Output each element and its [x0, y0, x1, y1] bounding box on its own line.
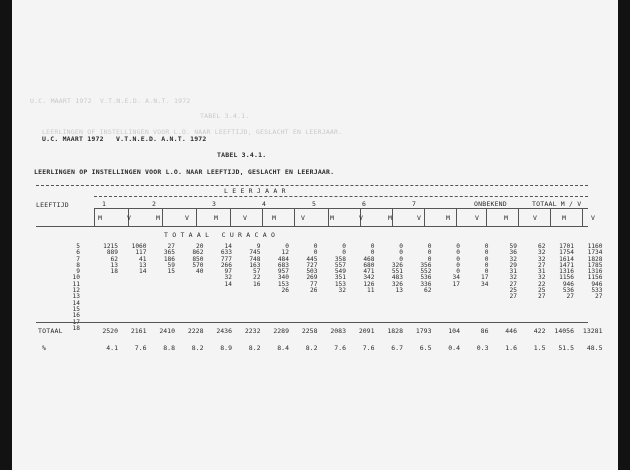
mv-header-1: M [98, 214, 102, 222]
year-col-5: 5 [312, 200, 317, 208]
rule-mv [36, 226, 588, 227]
scan-right-border [618, 0, 630, 470]
year-col-6: 6 [362, 200, 367, 208]
pct-cell-11: 6.7 [391, 344, 403, 352]
mv-header-15: M [504, 214, 508, 222]
pct-cell-9: 7.6 [334, 344, 346, 352]
mv-header-13: M [446, 214, 450, 222]
column-divider [582, 208, 583, 226]
mv-header-11: M [388, 214, 392, 222]
data-column-9: 0 0 358 557 549 351 153 32 [334, 243, 346, 295]
totaal-cell-10: 2091 [358, 327, 375, 335]
data-column-3: 27 365 186 59 15 [163, 243, 175, 276]
totaal-cell-5: 2436 [216, 327, 232, 335]
section-heading: T O T A A L C U R A C A O [164, 231, 276, 239]
pct-cell-18: 48.5 [586, 344, 603, 352]
mv-header-4: V [185, 214, 189, 222]
data-column-6: 9 745 748 163 57 22 16 [249, 243, 261, 288]
totaal-cell-15: 446 [505, 327, 517, 335]
pct-cell-15: 1.6 [505, 344, 517, 352]
mv-header-12: V [417, 214, 421, 222]
data-column-13: 0 0 0 0 0 34 17 [452, 243, 460, 288]
year-col-7: 7 [412, 200, 417, 208]
pct-row-label: % [42, 344, 47, 352]
document-page [12, 0, 618, 470]
data-column-4: 20 862 850 570 40 [192, 243, 204, 276]
mv-header-10: V [359, 214, 363, 222]
data-column-15: 59 36 32 29 31 32 27 25 27 [509, 243, 517, 301]
year-col-2: 2 [152, 200, 157, 208]
data-column-11: 0 0 0 326 551 483 326 13 [391, 243, 403, 295]
totaal-cell-13: 104 [448, 327, 460, 335]
pct-cell-1: 4.1 [106, 344, 118, 352]
totaal-cell-11: 1828 [387, 327, 403, 335]
mv-header-14: V [475, 214, 479, 222]
age-label: LEEFTIJD [36, 201, 69, 209]
column-divider [456, 208, 457, 226]
totaal-cell-18: 13281 [582, 327, 603, 335]
totaal-cell-1: 2520 [102, 327, 118, 335]
table-title: LEERLINGEN OP INSTELLINGEN VOOR L.O. NAAR LEEFTIJD, GESLACHT EN LEERJAAR. [34, 168, 335, 176]
age-column: 5 6 7 8 9 10 11 12 13 14 15 16 17 18 [72, 243, 80, 332]
pct-cell-8: 8.2 [305, 344, 318, 352]
data-column-7: 0 12 484 683 957 340 153 26 [277, 243, 289, 295]
totaal-cell-4: 2228 [187, 327, 204, 335]
rule-top [36, 185, 588, 186]
mv-header-5: M [214, 214, 218, 222]
totaal-cell-7: 2289 [273, 327, 289, 335]
data-column-16: 62 32 32 27 31 32 22 25 27 [538, 243, 546, 301]
totaal-cell-17: 14056 [554, 327, 574, 335]
pct-cell-10: 7.6 [362, 344, 375, 352]
totaal-cell-6: 2232 [244, 327, 261, 335]
pct-cell-13: 0.4 [448, 344, 460, 352]
data-column-18: 1160 1734 1828 1785 1316 1156 946 533 27 [587, 243, 603, 301]
ghost-line-3: LEERLINGEN OF INSTELLINGEN VOOR L.O. NAAR LEEFTIJD, GESLACHT EN LEERJAAR. [42, 128, 343, 136]
pct-cell-5: 8.9 [220, 344, 232, 352]
ghost-line-1: U.C. MAART 1972 V.T.N.E.D. A.N.T. 1972 [30, 97, 191, 105]
mv-header-16: V [533, 214, 537, 222]
totaal-cell-8: 2258 [301, 327, 318, 335]
table-number: TABEL 3.4.1. [217, 151, 267, 159]
data-column-2: 1060 117 41 13 14 [131, 243, 147, 276]
column-divider [230, 208, 231, 226]
mv-header-18: V [591, 214, 595, 222]
mv-header-2: V [127, 214, 131, 222]
data-column-14: 0 0 0 0 0 17 34 [481, 243, 489, 288]
totaal-cell-2: 2161 [130, 327, 147, 335]
data-column-5: 14 633 777 266 97 32 14 [220, 243, 232, 288]
pct-cell-7: 8.4 [277, 344, 289, 352]
totaal-cell-9: 2083 [330, 327, 346, 335]
pct-cell-2: 7.6 [134, 344, 147, 352]
rule-totals [36, 322, 588, 323]
data-column-1: 1215 889 62 13 18 [103, 243, 118, 276]
totaal-cell-16: 422 [533, 327, 546, 335]
column-divider [196, 208, 197, 226]
column-divider [262, 208, 263, 226]
data-column-17: 1701 1754 1614 1471 1316 1156 946 536 27 [559, 243, 574, 301]
header-line: U.C. MAART 1972 V.T.N.E.D. A.N.T. 1972 [42, 135, 207, 143]
rule-years [94, 208, 588, 209]
pct-cell-3: 8.8 [163, 344, 175, 352]
column-divider [518, 208, 519, 226]
pct-cell-16: 1.5 [533, 344, 546, 352]
data-column-10: 0 0 468 680 471 342 126 11 [363, 243, 375, 295]
pct-cell-6: 8.2 [248, 344, 261, 352]
pct-cell-12: 6.5 [419, 344, 432, 352]
mv-header-8: V [301, 214, 305, 222]
column-divider [94, 208, 95, 226]
pct-cell-4: 8.2 [191, 344, 204, 352]
rule-leerjaar [94, 196, 588, 197]
year-col-4: 4 [262, 200, 267, 208]
column-divider [550, 208, 551, 226]
ghost-line-2: TABEL 3.4.1. [200, 112, 250, 120]
scan-left-border [0, 0, 12, 470]
mv-header-6: V [243, 214, 247, 222]
column-divider [294, 208, 295, 226]
mv-header-9: M [330, 214, 334, 222]
pct-cell-14: 0.3 [476, 344, 489, 352]
totaal-cell-12: 1793 [415, 327, 432, 335]
mv-header-17: M [562, 214, 566, 222]
onbekend-label: ONBEKEND [474, 200, 507, 208]
year-col-1: 1 [102, 200, 107, 208]
leerjaar-label: L E E R J A A R [224, 187, 286, 195]
column-divider [162, 208, 163, 226]
column-divider [424, 208, 425, 226]
totaal-cell-3: 2410 [159, 327, 175, 335]
mv-header-7: M [272, 214, 276, 222]
column-divider [486, 208, 487, 226]
totaal-mv-label: TOTAAL M / V [532, 200, 582, 208]
column-divider [392, 208, 393, 226]
pct-cell-17: 51.5 [558, 344, 574, 352]
mv-header-3: M [156, 214, 160, 222]
totaal-cell-14: 86 [480, 327, 489, 335]
data-column-8: 0 0 445 727 503 269 77 26 [306, 243, 318, 295]
data-column-12: 0 0 0 356 552 536 336 62 [420, 243, 432, 295]
year-col-3: 3 [212, 200, 217, 208]
column-divider [328, 208, 329, 226]
totaal-row-label: TOTAAL [38, 327, 63, 335]
